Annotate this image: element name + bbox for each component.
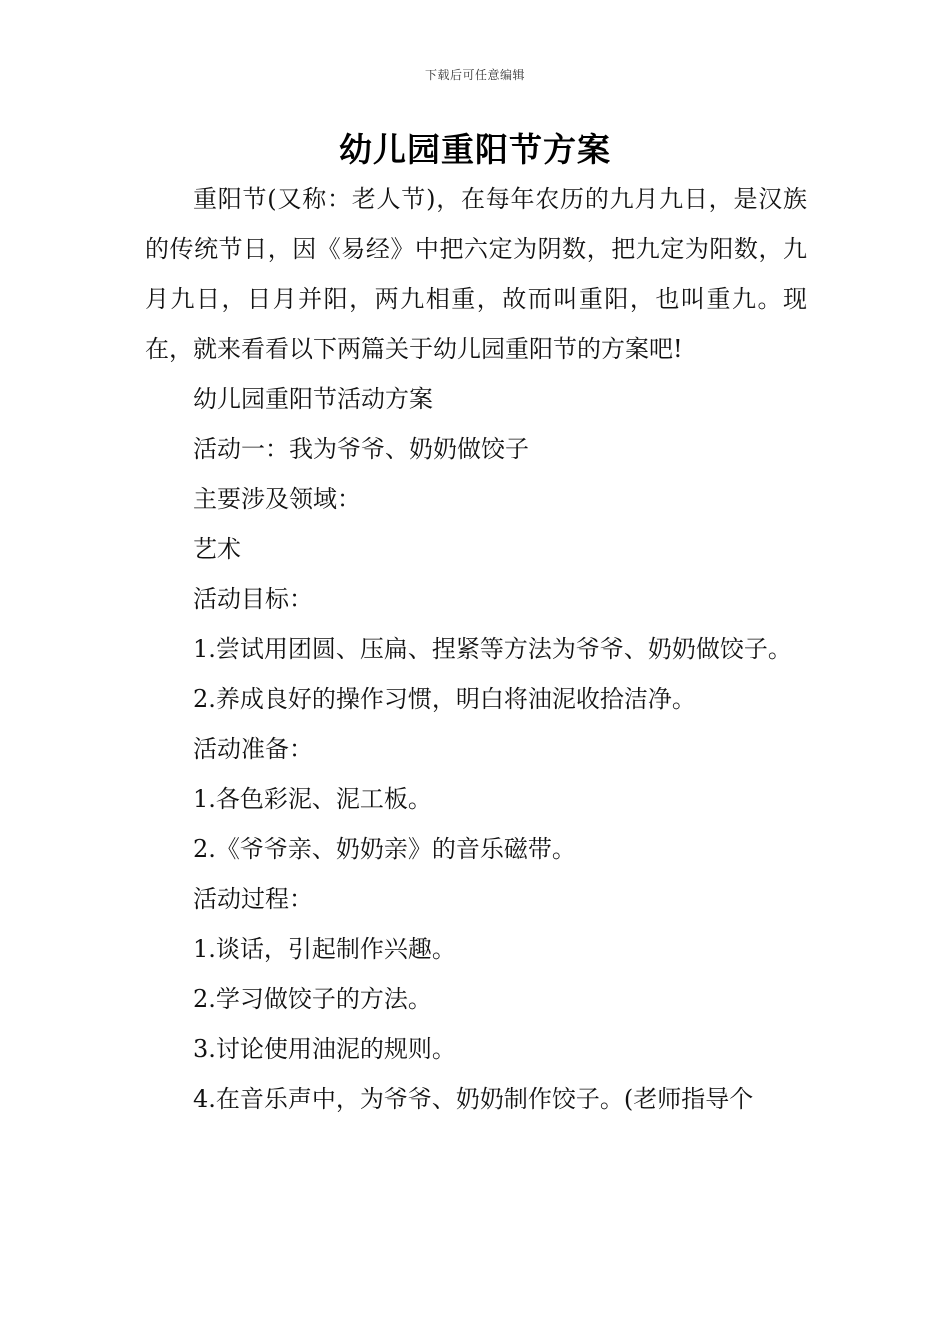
process-step: 2.学习做饺子的方法。 xyxy=(193,985,432,1013)
process-heading: 活动过程： xyxy=(193,885,313,913)
preparation-item: 2.《爷爷亲、奶奶亲》的音乐磁带。 xyxy=(193,835,576,863)
section-heading: 幼儿园重阳节活动方案 xyxy=(193,385,433,413)
document-title: 幼儿园重阳节方案 xyxy=(339,130,611,169)
goal-item: 2.养成良好的操作习惯，明白将油泥收拾洁净。 xyxy=(193,685,696,713)
process-step: 4.在音乐声中，为爷爷、奶奶制作饺子。(老师指导个 xyxy=(193,1085,754,1113)
goal-item: 1.尝试用团圆、压扁、捏紧等方法为爷爷、奶奶做饺子。 xyxy=(193,635,792,663)
preparation-item: 1.各色彩泥、泥工板。 xyxy=(193,785,432,813)
intro-paragraph: 重阳节(又称：老人节)，在每年农历的九月九日，是汉族的传统节日，因《易经》中把六定为阴数，把九定为阳数，九月九日，日月并阳，两九相重，故而叫重阳，也叫重九。现在，就来看看以下两篇关于幼儿园重阳节的方案吧! xyxy=(145,185,807,363)
header-note: 下载后可任意编辑 xyxy=(424,68,525,82)
preparation-heading: 活动准备： xyxy=(193,735,313,763)
activity-title: 活动一：我为爷爷、奶奶做饺子 xyxy=(193,435,529,463)
field-label: 主要涉及领域： xyxy=(193,485,361,513)
field-value: 艺术 xyxy=(193,535,241,563)
goals-heading: 活动目标： xyxy=(193,585,313,613)
process-step: 1.谈话，引起制作兴趣。 xyxy=(193,935,456,963)
process-step: 3.讨论使用油泥的规则。 xyxy=(193,1035,456,1063)
document-body xyxy=(145,174,807,1124)
